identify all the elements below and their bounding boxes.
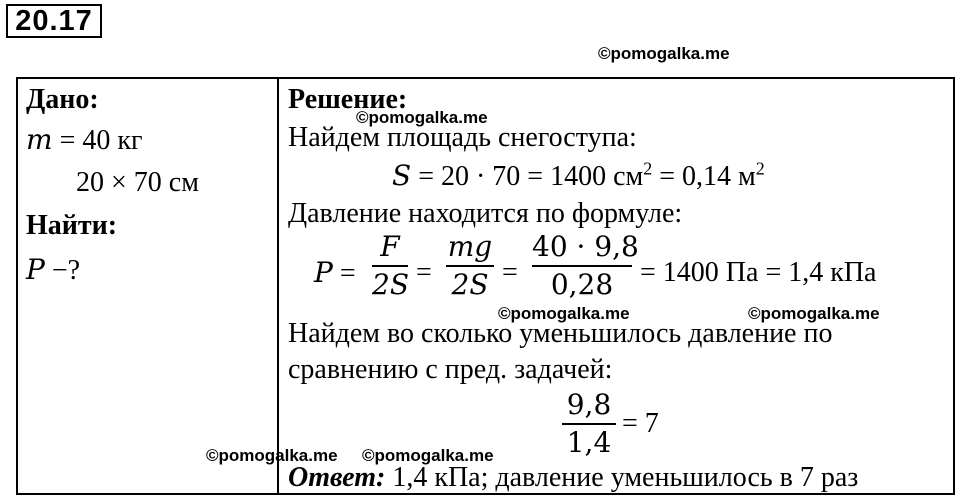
fraction-f-over-2s — [372, 232, 408, 300]
fraction-bar — [446, 265, 494, 267]
f2-num: mg — [447, 230, 493, 263]
problem-number: 20.17 — [6, 4, 102, 38]
solution-line2: Давление находится по формуле: — [288, 198, 683, 229]
ratio-result: = 7 — [622, 408, 659, 439]
eq3: = — [502, 257, 518, 288]
eq2: = — [416, 257, 432, 288]
f4-num: 9,8 — [566, 388, 612, 421]
fraction-ratio — [562, 390, 616, 458]
answer-text: 1,4 кПа; давление уменьшилось в 7 раз — [385, 462, 859, 493]
solution-heading: Решение: — [288, 84, 408, 115]
solution-line4: сравнению с пред. задачей: — [288, 354, 613, 385]
solution-line1: Найдем площадь снегоступа: — [288, 122, 637, 153]
p-var: P — [314, 256, 333, 289]
area-tail: = 0,14 м — [652, 161, 756, 192]
fraction-mg-over-2s — [446, 232, 494, 300]
mass-value: = 40 кг — [52, 125, 143, 156]
watermark: ©pomogalka.me — [598, 44, 730, 63]
solution-line3: Найдем во сколько уменьшилось давление по — [288, 318, 833, 349]
area-equation — [392, 160, 765, 193]
watermark: ©pomogalka.me — [206, 446, 338, 465]
f3-num: 40 · 9,8 — [532, 230, 639, 263]
f1-num: F — [380, 230, 400, 263]
f4-den: 1,4 — [566, 426, 612, 459]
f1-den: 2S — [372, 268, 409, 301]
area-tail-sup: 2 — [755, 158, 765, 179]
watermark: ©pomogalka.me — [498, 304, 630, 323]
watermark: ©pomogalka.me — [748, 304, 880, 323]
fraction-bar — [532, 265, 632, 267]
given-dimensions: 20 × 70 см — [76, 167, 199, 198]
column-divider — [277, 77, 279, 495]
find-value — [26, 254, 80, 287]
pressure-result: = 1400 Па = 1,4 кПа — [640, 257, 877, 288]
area-sup: 2 — [643, 158, 653, 179]
watermark: ©pomogalka.me — [362, 446, 494, 465]
mass-var: m — [26, 123, 53, 156]
f3-den: 0,28 — [550, 268, 614, 301]
fraction-bar — [372, 265, 408, 267]
eq1: = — [332, 258, 356, 289]
find-var: P — [26, 253, 45, 286]
find-heading: Найти: — [26, 210, 118, 241]
area-var: S — [392, 159, 412, 192]
given-mass — [26, 124, 142, 157]
fraction-bar — [562, 423, 616, 425]
answer-label: Ответ: — [288, 462, 386, 493]
f2-den: 2S — [451, 268, 489, 301]
pressure-lhs — [314, 257, 356, 290]
answer-line — [288, 462, 858, 494]
fraction-numeric — [532, 230, 639, 301]
given-heading: Дано: — [26, 84, 99, 115]
find-question: −? — [44, 255, 81, 286]
area-expr: = 20 · 70 = 1400 см — [411, 161, 644, 192]
watermark: ©pomogalka.me — [356, 108, 488, 127]
